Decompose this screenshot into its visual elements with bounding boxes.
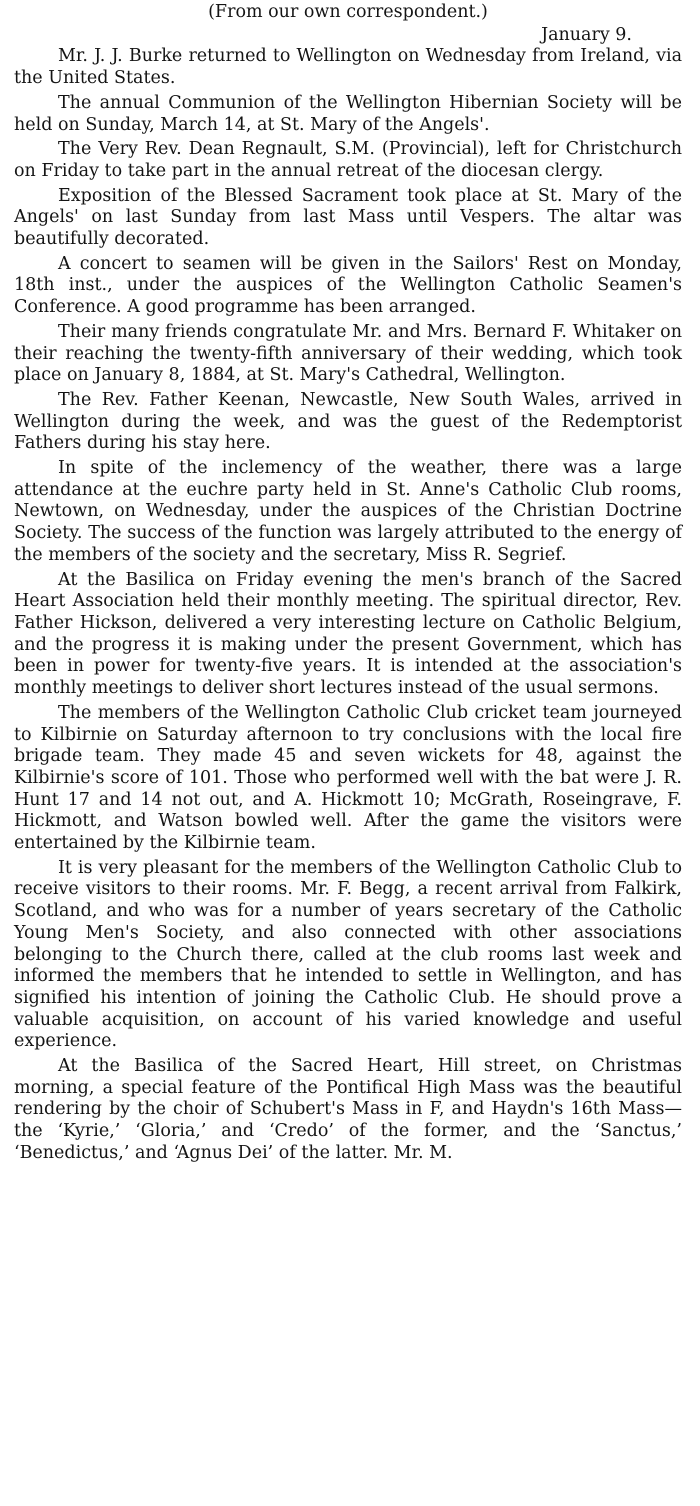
- paragraph-exposition: Exposition of the Blessed Sacrament took place at St. Mary of the Angels' on last Sunday from last Mass until Vespers. The altar was beautifully decorated.: [14, 185, 682, 250]
- paragraph-burke-return: Mr. J. J. Burke returned to Wellington on Wednesday from Ireland, via the United States.: [14, 46, 682, 89]
- paragraph-euchre-party: In spite of the inclemency of the weather, there was a large attendance at the euchre party held in St. Anne's Catholic Club rooms, Newtown, on Wednesday, under the auspices of the Christian Doctrine Society. The success of the function was largely attributed to the energy of the members of the society and the secretary, Miss R. Segrief.: [14, 458, 682, 565]
- paragraph-dean-regnault: The Very Rev. Dean Regnault, S.M. (Provincial), left for Christchurch on Friday to take part in the annual retreat of the diocesan clergy.: [14, 139, 682, 181]
- paragraph-cricket-match: The members of the Wellington Catholic Club cricket team journeyed to Kilbirnie on Saturday afternoon to try conclusions with the local fire brigade team. They made 45 and seven wickets for 48, against the Kilbirnie's score of 101. Those who performed well with the bat were J. R. Hunt 17 and 14 not out, and A. Hickmott 10; McGrath, Roseingrave, F. Hickmott, and Watson bowled well. After the game the visitors were entertained by the Kilbirnie team.: [14, 702, 682, 854]
- paragraph-christmas-mass: At the Basilica of the Sacred Heart, Hill street, on Christmas morning, a special feature of the Pontifical High Mass was the beautiful rendering by the choir of Schubert's Mass in F, and Haydn's 16th Mass—the ‘Kyrie,’ ‘Gloria,’ and ‘Credo’ of the former, and the ‘Sanctus,’ ‘Benedictus,’ and ‘Agnus Dei’ of the latter. Mr. M.: [14, 1056, 682, 1163]
- paragraph-catholic-club-visitors: It is very pleasant for the members of the Wellington Catholic Club to receive visitors to their rooms. Mr. F. Begg, a recent arrival from Falkirk, Scotland, and who was for a number of years secretary of the Catholic Young Men's Society, and also connected with other associations belonging to the Church there, called at the club rooms last week and informed the members that he intended to settle in Wellington, and has signified his intention of joining the Catholic Club. He should prove a valuable acquisition, on account of his varied knowledge and useful experience.: [14, 857, 682, 1052]
- correspondent-dateline: (From our own correspondent.): [208, 2, 488, 22]
- paragraph-father-keenan: The Rev. Father Keenan, Newcastle, New South Wales, arrived in Wellington during the week, and was the guest of the Redemptorist Fathers during his stay here.: [14, 389, 682, 454]
- paragraph-hibernian-communion: The annual Communion of the Wellington Hibernian Society will be held on Sunday, March 14, at St. Mary of the Angels'.: [14, 92, 682, 135]
- article-date: January 9.: [541, 24, 632, 45]
- paragraph-seamen-concert: A concert to seamen will be given in the Sailors' Rest on Monday, 18th inst., under the auspices of the Wellington Catholic Seamen's Conference. A good programme has been arranged.: [14, 253, 682, 318]
- paragraph-sacred-heart-association: At the Basilica on Friday evening the men's branch of the Sacred Heart Association held their monthly meeting. The spiritual director, Rev. Father Hickson, delivered a very interesting lecture on Catholic Belgium, and the progress it is making under the present Government, which has been in power for twenty-five years. It is intended at the association's monthly meetings to deliver short lectures instead of the usual sermons.: [14, 569, 682, 699]
- article-column: [14, 2, 682, 1168]
- paragraph-whitaker-anniversary: Their many friends congratulate Mr. and Mrs. Bernard F. Whitaker on their reaching the twenty-fifth anniversary of their wedding, which took place on January 8, 1884, at St. Mary's Cathedral, Wellington.: [14, 321, 682, 386]
